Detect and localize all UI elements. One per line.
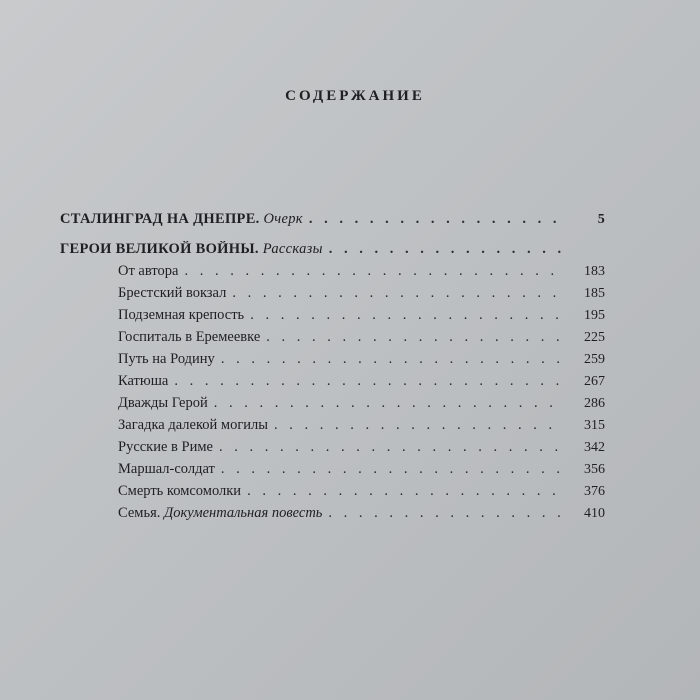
- dot-leader: [244, 307, 563, 324]
- toc-page-number: 259: [584, 352, 605, 367]
- dot-leader: [213, 439, 563, 456]
- toc-entry-note: Документальная повесть: [164, 505, 323, 521]
- dot-leader: [226, 285, 563, 302]
- toc-page-number: 286: [584, 396, 605, 411]
- toc-entry: [60, 439, 605, 461]
- dot-leader: [215, 351, 563, 368]
- toc-page-number: 410: [584, 506, 605, 521]
- toc-entry-title: Русские в Риме: [118, 439, 213, 455]
- toc-entry-title: СТАЛИНГРАД НА ДНЕПРЕ. Очерк: [60, 211, 303, 227]
- toc-entry-note: Очерк: [263, 211, 303, 227]
- toc-entry: [60, 263, 605, 285]
- toc-entry: [60, 307, 605, 329]
- dot-leader: [168, 373, 563, 390]
- dot-leader: [268, 417, 563, 434]
- toc-entry-title: Семья. Документальная повесть: [118, 505, 323, 521]
- toc-entry-title: Брестский вокзал: [118, 285, 227, 301]
- page-heading: СОДЕРЖАНИЕ: [285, 88, 425, 104]
- toc-page-number: 225: [584, 330, 605, 345]
- toc-entry: [60, 505, 605, 527]
- toc-entry: [60, 285, 605, 307]
- toc-page-number: 342: [584, 440, 605, 455]
- dot-leader: [215, 461, 563, 478]
- dot-leader: [323, 241, 563, 258]
- toc-entry: [60, 483, 605, 505]
- toc-entry-title: Подземная крепость: [118, 307, 245, 323]
- toc-page-number: 183: [584, 264, 605, 279]
- toc-page-number: 185: [584, 286, 605, 301]
- toc-entry-title: ГЕРОИ ВЕЛИКОЙ ВОЙНЫ. Рассказы: [60, 241, 323, 257]
- toc-entry: [60, 373, 605, 395]
- dot-leader: [303, 211, 563, 228]
- toc-entry: [60, 395, 605, 417]
- table-of-contents: [60, 203, 605, 527]
- toc-entry: [60, 461, 605, 483]
- dot-leader: [208, 395, 563, 412]
- toc-page-number: 376: [584, 484, 605, 499]
- toc-entry: [60, 351, 605, 373]
- toc-entry-title: Загадка далекой могилы: [118, 417, 269, 433]
- toc-page-number: 267: [584, 374, 605, 389]
- toc-entry: [60, 211, 605, 233]
- toc-entry: [60, 329, 605, 351]
- dot-leader: [260, 329, 563, 346]
- toc-entry-title: От автора: [118, 263, 179, 279]
- dot-leader: [178, 263, 563, 280]
- toc-entry: [60, 417, 605, 439]
- toc-entry-title: Путь на Родину: [118, 351, 215, 367]
- toc-entry-title: Госпиталь в Еремеевке: [118, 329, 261, 345]
- toc-entry: [60, 241, 605, 263]
- toc-page-number: 5: [597, 212, 605, 227]
- toc-entry-title: Дважды Герой: [118, 395, 208, 411]
- toc-entry-title: Катюша: [118, 373, 169, 389]
- toc-page-number: 356: [584, 462, 605, 477]
- toc-entry-note: Рассказы: [262, 241, 323, 257]
- dot-leader: [322, 505, 563, 522]
- toc-page-number: 195: [584, 308, 605, 323]
- toc-page-number: 315: [584, 418, 605, 433]
- toc-entry-title: Маршал-солдат: [118, 461, 215, 477]
- toc-entry-title: Смерть комсомолки: [118, 483, 242, 499]
- dot-leader: [241, 483, 563, 500]
